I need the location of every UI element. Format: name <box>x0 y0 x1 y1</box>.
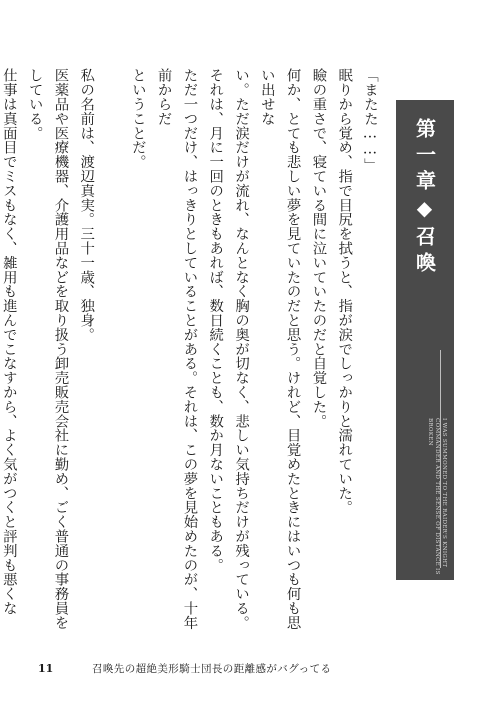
chapter-band <box>396 100 454 580</box>
body-line: 何か、とても悲しい夢を見ていたのだと思う。けれど、目覚めたときにはいつも何も思い出せな <box>258 68 301 630</box>
page-number: 11 <box>38 662 54 675</box>
body-line: ということだ。 <box>129 68 146 169</box>
body-line: ただ一つだけ、はっきりとしていることがある。それは、この夢を見始めたのが、十年前からだ <box>155 68 198 630</box>
running-head: 召喚先の超絶美形騎士団長の距離感がバグってる <box>92 663 332 675</box>
chapter-english-subtitle: I WAS SUMMONED TO THE RAIDER'S KNIGHT COMMANDER AND THE SENSE OF DISTANCE IS BROKEN <box>427 418 447 575</box>
body-line: 眠りから覚め、指で目尻を拭うと、指が涙でしっかりと濡れていた。 <box>336 68 353 515</box>
body-text <box>0 68 382 638</box>
blank-line <box>98 68 124 638</box>
body-line: 私の名前は、渡辺真実。三十一歳、独身。 <box>78 68 95 342</box>
body-line: それは、月に一回のときもあれば、数日続くことも、数か月ないこともある。 <box>207 68 224 572</box>
body-line: 仕事は真面目でミスもなく、雑用も進んでこなすから、よく気がつくと評判も悪くな <box>0 68 17 616</box>
chapter-title: 第一章◆召喚 <box>412 118 437 278</box>
body-line: 「またた……」 <box>362 68 378 172</box>
body-line: 瞼の重さで、寝ている間に泣いていたのだと自覚した。 <box>310 68 327 428</box>
body-line: い。ただ涙だけが流れ、なんとなく胸の奥が切なく、悲しい気持ちだけが残っている。 <box>233 68 250 630</box>
body-line: 医薬品や医療機器、介護用品などを取り扱う卸売販売会社に勤め、ごく普通の事務員をしている。 <box>26 68 69 630</box>
